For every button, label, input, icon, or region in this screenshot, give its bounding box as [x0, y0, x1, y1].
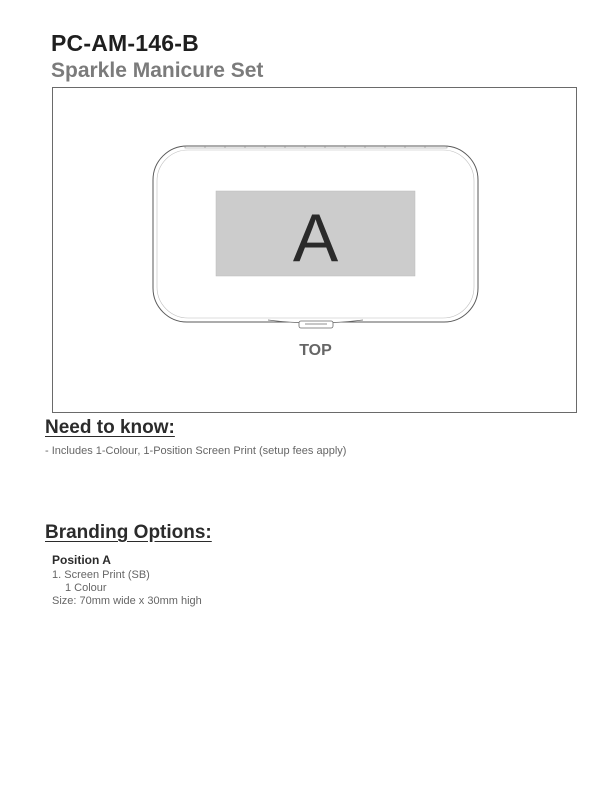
print-colours: 1 Colour: [65, 582, 107, 594]
need-to-know-title: Need to know:: [45, 417, 175, 438]
branding-options-title: Branding Options:: [45, 522, 212, 543]
position-title: Position A: [52, 553, 111, 567]
print-size: Size: 70mm wide x 30mm high: [52, 595, 202, 607]
print-area-letter: A: [292, 200, 339, 276]
product-code: PC-AM-146-B: [51, 30, 199, 56]
print-method: 1. Screen Print (SB): [52, 569, 150, 581]
case-clasp: [268, 320, 363, 328]
product-name: Sparkle Manicure Set: [51, 59, 264, 82]
manicure-case-top-view: [53, 88, 578, 414]
product-illustration-frame: [52, 87, 577, 413]
view-label: TOP: [299, 342, 332, 359]
branding-position-a: [52, 554, 202, 608]
need-to-know-item: - Includes 1-Colour, 1-Position Screen Print (setup fees apply): [45, 445, 347, 457]
